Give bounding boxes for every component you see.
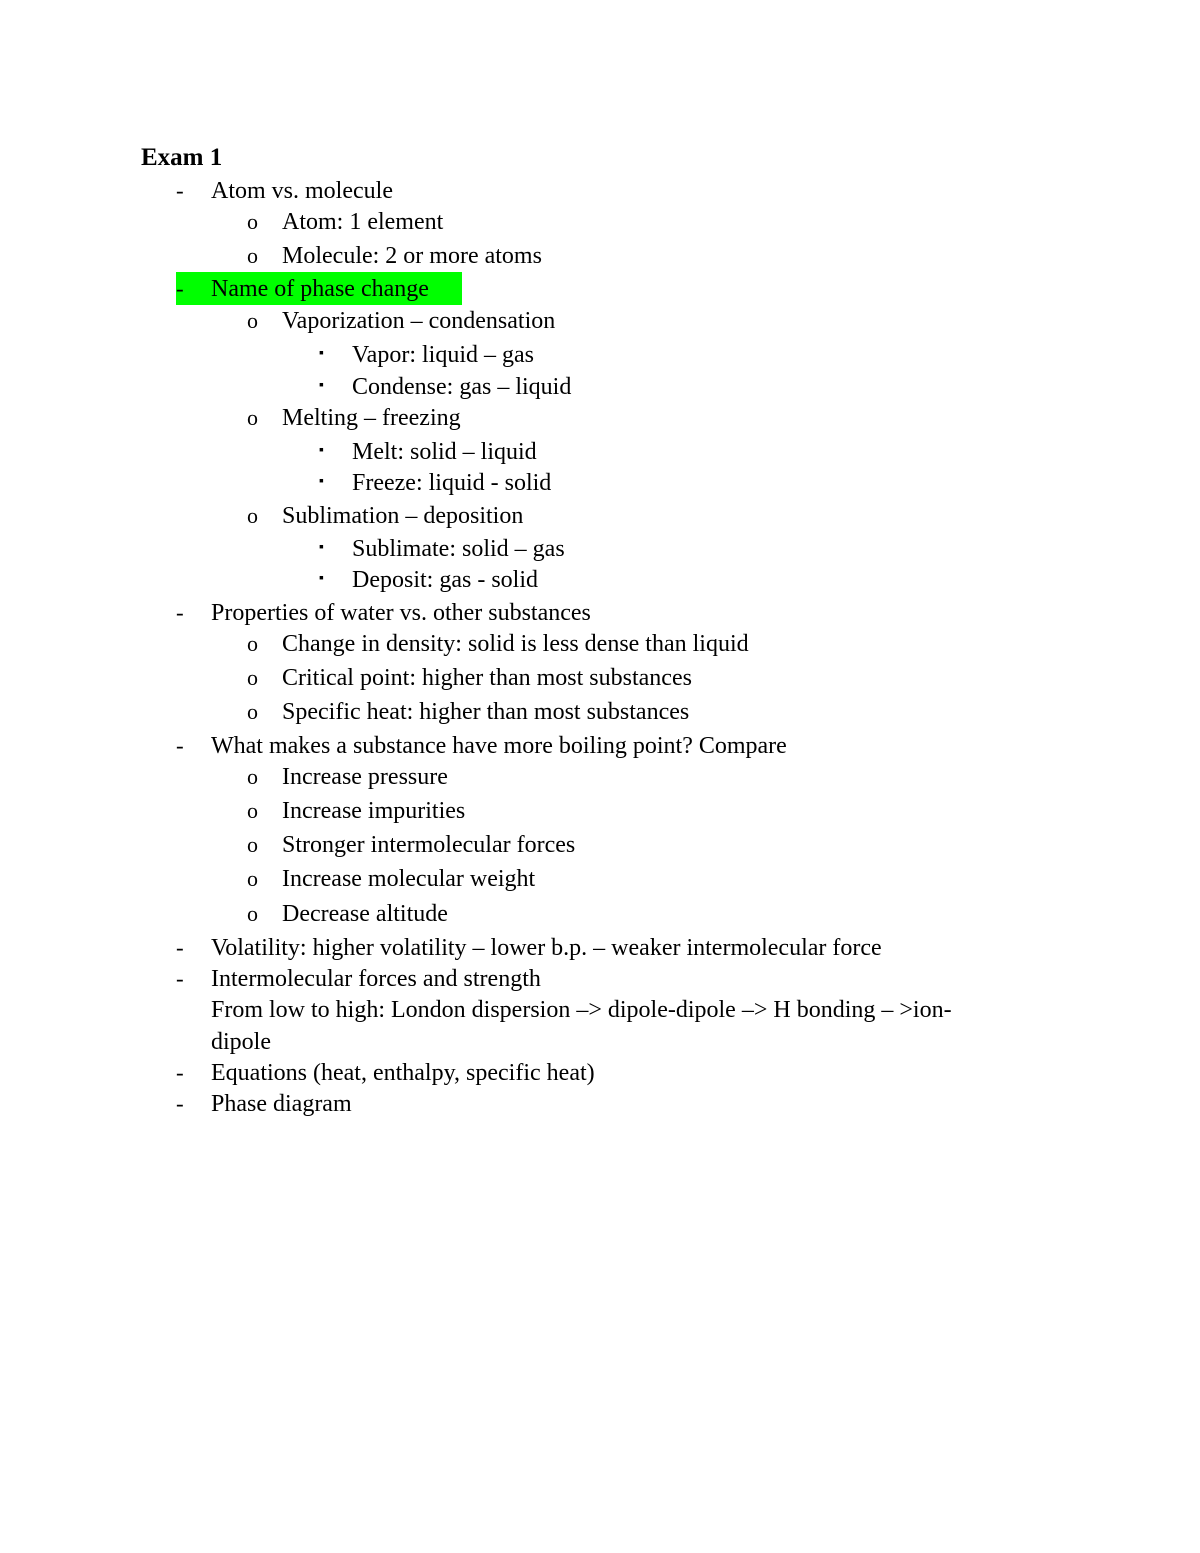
list-item-text: Name of phase change (211, 276, 429, 302)
square-bullet: ▪ (319, 571, 324, 586)
list-item-text: What makes a substance have more boiling point? Compare (211, 733, 787, 759)
list-item-text: Stronger intermolecular forces (282, 832, 576, 858)
list-item-text: Atom vs. molecule (211, 178, 393, 204)
dash-bullet: - (176, 178, 184, 203)
list-item-text: Deposit: gas - solid (352, 567, 538, 593)
square-bullet: ▪ (319, 346, 324, 361)
list-item-text: Intermolecular forces and strength (211, 966, 541, 992)
document-title: Exam 1 (141, 144, 223, 171)
list-item-text: Change in density: solid is less dense than liquid (282, 631, 749, 657)
list-item-text: Increase pressure (282, 764, 448, 790)
square-bullet: ▪ (319, 378, 324, 393)
list-item-text: Specific heat: higher than most substances (282, 699, 690, 725)
list-item-text: Volatility: higher volatility – lower b.p. – weaker intermolecular force (211, 935, 882, 961)
circle-bullet: o (247, 699, 258, 724)
list-item-text: Decrease altitude (282, 901, 448, 927)
square-bullet: ▪ (319, 540, 324, 555)
dash-bullet: - (176, 276, 184, 301)
dash-bullet: - (176, 733, 184, 758)
circle-bullet: o (247, 901, 258, 926)
list-item-text: Increase impurities (282, 798, 466, 824)
list-item-text: Sublimation – deposition (282, 503, 524, 529)
circle-bullet: o (247, 832, 258, 857)
list-item-text: Phase diagram (211, 1091, 352, 1117)
list-item-text: Condense: gas – liquid (352, 374, 572, 400)
list-item-text: From low to high: London dispersion –> dipole-dipole –> H bonding – >ion- (211, 997, 952, 1023)
list-item-text: Melting – freezing (282, 405, 461, 431)
list-item-text: Critical point: higher than most substances (282, 665, 692, 691)
list-item-text: Molecule: 2 or more atoms (282, 243, 542, 269)
list-item-text: Equations (heat, enthalpy, specific heat) (211, 1060, 595, 1086)
list-item-text: dipole (211, 1029, 271, 1055)
list-item-text: Properties of water vs. other substances (211, 600, 591, 626)
square-bullet: ▪ (319, 474, 324, 489)
circle-bullet: o (247, 243, 258, 268)
circle-bullet: o (247, 405, 258, 430)
circle-bullet: o (247, 798, 258, 823)
square-bullet: ▪ (319, 443, 324, 458)
circle-bullet: o (247, 866, 258, 891)
list-item-text: Sublimate: solid – gas (352, 536, 565, 562)
list-item-text: Freeze: liquid - solid (352, 470, 552, 496)
dash-bullet: - (176, 966, 184, 991)
list-item-text: Melt: solid – liquid (352, 439, 537, 465)
circle-bullet: o (247, 764, 258, 789)
list-item-text: Vapor: liquid – gas (352, 342, 534, 368)
dash-bullet: - (176, 1060, 184, 1085)
circle-bullet: o (247, 503, 258, 528)
list-item-text: Atom: 1 element (282, 209, 444, 235)
circle-bullet: o (247, 308, 258, 333)
dash-bullet: - (176, 600, 184, 625)
list-item-text: Vaporization – condensation (282, 308, 556, 334)
dash-bullet: - (176, 935, 184, 960)
circle-bullet: o (247, 665, 258, 690)
circle-bullet: o (247, 631, 258, 656)
circle-bullet: o (247, 209, 258, 234)
dash-bullet: - (176, 1091, 184, 1116)
list-item-text: Increase molecular weight (282, 866, 536, 892)
